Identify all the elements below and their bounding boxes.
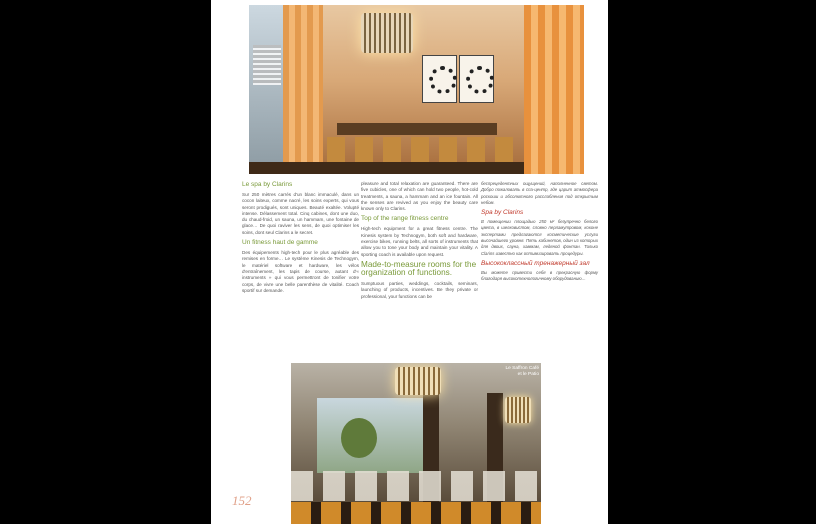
heading-spa-ru: Spa by Clarins <box>481 209 524 217</box>
heading-fitness-en: Top of the range fitness centre <box>361 215 449 223</box>
photo-caption: Le Saffron Café et le Patio <box>505 366 539 377</box>
spa-dining-room-photo <box>249 5 584 174</box>
heading-fitness-ru: Высококлассный тренажерный зал <box>481 259 590 267</box>
curtain-right <box>524 5 584 174</box>
cafe-chairs <box>291 502 541 524</box>
text-column-french <box>242 181 359 297</box>
chandelier <box>395 367 441 395</box>
heading-functions-en: Made-to-measure rooms for the organization of functions. <box>361 259 477 278</box>
wall-art-right <box>459 55 494 103</box>
curtain-left <box>283 5 323 174</box>
patio-tree <box>341 418 377 458</box>
magazine-page <box>211 0 608 524</box>
dining-table <box>337 123 497 135</box>
window <box>249 5 283 174</box>
cafe-tables <box>291 471 541 501</box>
paragraph-intro-ru: беспрецедентных ощущений, наполненное светом. Добро пожаловать в спа-центр, где царит атмосфера роскоши и абсолютного расслабления под открытым небом. <box>481 181 598 205</box>
heading-spa-fr: Le spa by Clarins <box>242 181 293 188</box>
chandelier <box>505 397 531 423</box>
text-column-english <box>361 181 478 303</box>
dining-chairs <box>327 137 517 165</box>
cafe-patio-photo <box>291 363 541 524</box>
paragraph-fitness-ru: Вы можете привести себя в прекрасную форму благодаря высокотехнологичному оборудованию… <box>481 269 598 282</box>
paragraph-fitness-en: High-tech equipment for a great fitness centre. The Kinesis system by Technogym, both soft and hardware, exercise bikes, running belts, all sorts of instruments that allow you to tone your body and maintain your vitality. A sporting coach is available upon request. <box>361 226 478 257</box>
text-column-russian <box>481 181 598 286</box>
wall-art-left <box>422 55 457 103</box>
heading-fitness-fr: Un fitness haut de gamme <box>242 239 318 247</box>
paragraph-fitness-fr: Des équipements high-tech pour le plus agréable des remises en forme… Le système Kinesis de Technogym, le matériel software et hardware, les vélos d'entraînement, les tapis de course, autant d'« instruments » qui vous permettront de tonifier votre corps, de vivre une belle parenthèse de vitalité. Coach sportif sur demande. <box>242 250 359 293</box>
paragraph-spa-en: pleasure and total relaxation are guaranteed. There are five cubicles, one of which can hold two people, hot-cold treatments, a sauna, a hammam and an ice fountain. All the senses are revived as you enjoy the beauty care known only to Clarins. <box>361 181 478 212</box>
paragraph-functions-en: Sumptuous parties, weddings, cocktails, seminars, launching of products, incentives. Be they private or professional, your functions can be <box>361 280 478 299</box>
page-number: 152 <box>232 493 252 508</box>
paragraph-spa-fr: Sur 250 mètres carrés d'un blanc immaculé, dans un cocon laiteux, comme nacré, les soins experts, qui vous seront prodigués, sont uniques. Beauté exaltée. Volupté intense. Délassement total. Cinq cabines, dont une duo, du chaud-froid, un sauna, un hammam, une fontaine de glace… De quoi raviver les sens, de quoi optimiser les soins, dont seul Clarins a le secret. <box>242 192 359 235</box>
chandelier <box>361 13 413 53</box>
paragraph-spa-ru: В помещении площадью 250 м² безупречно белого цвета, в шелковистом, словно перламутровом, коконе экспертами предлагаются косметические услуги высочайшего уровня. Пять кабинетов, один из которых для двоих, сауна, хаммам, ледяной фонтан. Только Clarins известно как оптимизировать процедуры. <box>481 219 598 256</box>
lattice-lamp <box>253 45 281 85</box>
